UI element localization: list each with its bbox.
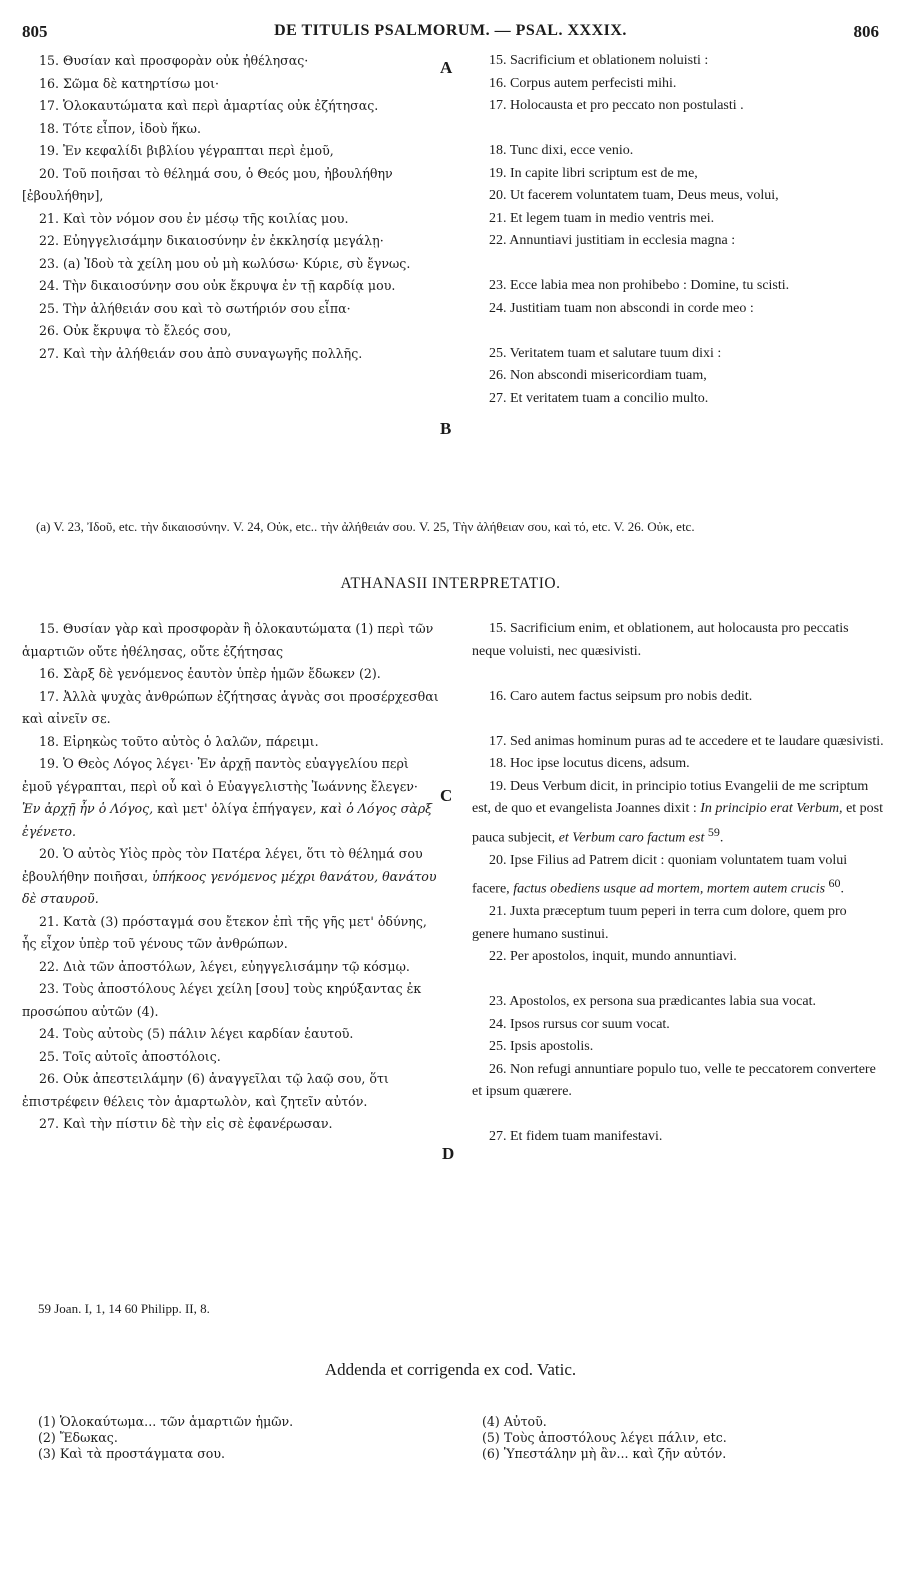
- verse-latin-23: 23. Ecce labia mea non prohibebo : Domine, tu scisti.: [489, 278, 790, 293]
- quote-latin-20: factus obediens usque ad mortem, mortem autem crucis: [513, 881, 826, 897]
- addenda-item-1: (1) Ὁλοκαύτωμα... τῶν ἁμαρτιῶν ἡμῶν.: [38, 1414, 294, 1429]
- quote-latin-19b: et Verbum caro factum est: [558, 830, 705, 846]
- interp-greek-15: 15. Θυσίαν γὰρ καὶ προσφορὰν ἢ ὁλοκαυτώματα (1) περὶ τῶν ἁμαρτιῶν οὔτε ἠθέλησας, οὔτε ἐζήτησας: [22, 621, 434, 659]
- addenda-item-3: (3) Καὶ τὰ προστάγματα σου.: [38, 1446, 226, 1461]
- verse-latin-22: 22. Annuntiavi justitiam in ecclesia magna :: [489, 233, 736, 248]
- interp-latin-25: 25. Ipsis apostolis.: [489, 1039, 594, 1055]
- interp-latin-19: 19. Deus Verbum dicit, in principio totius Evangelii de me scriptum est, de quo et evangelista Joannes dixit : In principio erat Verbum, et post pauca subjecit, et Verbum caro factum est $^{59}$.: [472, 778, 884, 846]
- interp-greek-24: 24. Τοὺς αὐτοὺς (5) πάλιν λέγει καρδίαν ἑαυτοῦ.: [39, 1026, 354, 1041]
- interp-latin-22: 22. Per apostolos, inquit, mundo annuntiavi.: [489, 949, 737, 965]
- interp-greek-22: 22. Διὰ τῶν ἀποστόλων, λέγει, εὐηγγελισάμην τῷ κόσμῳ.: [39, 958, 410, 974]
- verse-latin-26: 26. Non abscondi misericordiam tuam,: [489, 368, 707, 383]
- verse-latin-17: 17. Holocausta et pro peccato non postulasti .: [489, 98, 744, 113]
- verse-latin-21: 21. Et legem tuam in medio ventris mei.: [489, 210, 715, 226]
- psalm-greek-column: [22, 50, 440, 365]
- verse-latin-24: 24. Justitiam tuam non abscondi in corde meo :: [489, 300, 754, 316]
- interp-greek-19: [22, 753, 440, 843]
- verse-latin-15: 15. Sacrificium et oblationem noluisti :: [489, 53, 709, 68]
- interp-greek-19-text: 19. Ὁ Θεὸς Λόγος λέγει· Ἐν ἀρχῇ παντὸς εὐαγγελίου περὶ ἐμοῦ γέγραπται, περὶ οὗ καὶ ὁ Εὐαγγελιστὴς Ἰωάννης ἔλεγεν·: [22, 756, 418, 794]
- verse-latin-19: 19. In capite libri scriptum est de me,: [489, 165, 698, 181]
- verse-greek-21: 21. Καὶ τὸν νόμον σου ἐν μέσῳ τῆς κοιλίας μου.: [39, 210, 349, 226]
- interp-latin-27: 27. Et fidem tuam manifestavi.: [489, 1129, 663, 1145]
- verse-greek-15: 15. Θυσίαν καὶ προσφορὰν οὐκ ἠθέλησας·: [39, 53, 309, 68]
- interp-latin-15: 15. Sacrificium enim, et oblationem, aut holocausta pro peccatis neque voluisti, nec quæsivisti.: [472, 621, 849, 659]
- addenda-item-2: (2) Ἔδωκας.: [38, 1430, 118, 1445]
- interp-latin-20-text: 20. Ipse Filius ad Patrem dicit : quoniam voluntatem tuam volui facere,: [472, 852, 848, 897]
- interp-greek-26: 26. Οὐκ ἀπεστειλάμην (6) ἀναγγεῖλαι τῷ λαῷ σου, ὅτι ἐπιστρέφειν θέλεις τὸν ἁμαρτωλὸν, καὶ ζητεῖν αὐτόν.: [22, 1071, 389, 1109]
- verse-latin-16: 16. Corpus autem perfecisti mihi.: [489, 75, 677, 91]
- verse-latin-20: 20. Ut facerem voluntatem tuam, Deus meus, volui,: [489, 188, 779, 203]
- quote-greek-19b: καὶ ὁ Λόγος σὰρξ ἐγένετο.: [22, 801, 433, 839]
- interpretatio-latin-column: [472, 618, 884, 1149]
- verse-latin-25: 25. Veritatem tuam et salutare tuum dixi :: [489, 345, 722, 361]
- footnotes: 59 Joan. I, 1, 14 60 Philipp. II, 8.: [38, 1301, 210, 1316]
- interp-greek-19-mid: καὶ μετ' ὀλίγα ἐπήγαγεν,: [157, 801, 317, 816]
- quote-greek-20: ὑπήκοος γενόμενος μέχρι θανάτου, θανάτου δὲ σταυροῦ.: [22, 868, 437, 906]
- variant-note: (a) V. 23, Ἰδοῦ, etc. τὴν δικαιοσύνην. V. 24, Οὐκ, etc.. τὴν ἀλήθειάν σου. V. 25, Τὴν ἀλήθειαν σου, καὶ τό, etc. V. 26. Οὐκ, etc.: [36, 519, 695, 534]
- interp-greek-27: 27. Καὶ τὴν πίστιν δὲ τὴν εἰς σὲ ἐφανέρωσαν.: [39, 1116, 333, 1131]
- interp-greek-21: 21. Κατὰ (3) πρόσταγμά σου ἔτεκον ἐπὶ τῆς γῆς μετ' ὀδύνης, ἧς εἶχον ὑπὲρ τοῦ γένους τῶν ἀνθρώπων.: [22, 913, 427, 951]
- margin-marker-b: B: [440, 419, 452, 438]
- interpretatio-greek-column: [22, 618, 440, 1136]
- interp-latin-21: 21. Juxta præceptum tuum peperi in terra cum dolore, quem pro genere humano sustinui.: [472, 904, 847, 942]
- verse-latin-18: 18. Tunc dixi, ecce venio.: [489, 143, 634, 158]
- verse-latin-27: 27. Et veritatem tuam a concilio multo.: [489, 390, 709, 406]
- interp-latin-19-text: 19. Deus Verbum dicit, in principio totius Evangelii de me scriptum est, de quo et evangelista Joannes dixit :: [472, 778, 869, 816]
- interp-greek-16: 16. Σὰρξ δὲ γενόμενος ἑαυτὸν ὑπὲρ ἡμῶν ἔδωκεν (2).: [39, 666, 381, 681]
- interp-greek-25: 25. Τοῖς αὐτοῖς ἀποστόλοις.: [39, 1048, 221, 1064]
- verse-greek-19: 19. Ἐν κεφαλίδι βιβλίου γέγραπται περὶ ἐμοῦ,: [39, 143, 334, 158]
- verse-greek-16: 16. Σῶμα δὲ κατηρτίσω μοι·: [39, 75, 220, 91]
- margin-marker-c: C: [440, 786, 453, 805]
- addenda-item-5: (5) Τοὺς ἀποστόλους λέγει πάλιν, etc.: [482, 1430, 727, 1445]
- interp-latin-18: 18. Hoc ipse locutus dicens, adsum.: [489, 756, 690, 771]
- psalm-latin-column: [472, 50, 884, 410]
- verse-greek-18: 18. Τότε εἶπον, ἰδοὺ ἥκω.: [39, 120, 201, 136]
- addenda-left: [38, 1414, 438, 1462]
- margin-marker-d: D: [442, 1144, 455, 1163]
- section-title: ATHANASII INTERPRETATIO.: [340, 575, 561, 592]
- interp-latin-23: 23. Apostolos, ex persona sua prædicantes labia sua vocat.: [489, 994, 816, 1010]
- verse-greek-22: 22. Εὐηγγελισάμην δικαιοσύνην ἐν ἐκκλησίᾳ μεγάλῃ·: [39, 233, 384, 248]
- running-title: DE TITULIS PSALMORUM. — PSAL. XXXIX.: [274, 22, 627, 39]
- interp-greek-18: 18. Εἰρηκὼς τοῦτο αὐτὸς ὁ λαλῶν, πάρειμι.: [39, 733, 319, 749]
- verse-greek-17: 17. Ὁλοκαυτώματα καὶ περὶ ἁμαρτίας οὐκ ἐζήτησας.: [39, 98, 379, 113]
- addenda-item-6: (6) Ὑπεστάλην μὴ ἂν... καὶ ζῆν αὐτόν.: [482, 1446, 727, 1461]
- footnote-ref-60: 60: [828, 876, 841, 891]
- verse-greek-25: 25. Τὴν ἀλήθειάν σου καὶ τὸ σωτήριόν σου εἶπα·: [39, 300, 351, 316]
- page-number-right: 806: [853, 22, 879, 41]
- interp-greek-23: 23. Τοὺς ἀποστόλους λέγει χείλη [σου] τοὺς κηρύξαντας ἐκ προσώπου αὐτῶν (4).: [22, 981, 422, 1019]
- interp-latin-19-mid: et post pauca subjecit,: [472, 801, 884, 846]
- verse-greek-20: 20. Τοῦ ποιῆσαι τὸ θέλημά σου, ὁ Θεός μου, ἠβουλήθην [ἐβουλήθην],: [22, 165, 393, 203]
- verse-greek-26: 26. Οὐκ ἔκρυψα τὸ ἔλεός σου,: [39, 323, 232, 338]
- interp-greek-17: 17. Ἀλλὰ ψυχὰς ἀνθρώπων ἐζήτησας ἁγνὰς σοι προσέρχεσθαι καὶ αἰνεῖν σε.: [22, 688, 439, 726]
- interp-latin-20: 20. Ipse Filius ad Patrem dicit : quoniam voluntatem tuam volui facere, factus obediens usque ad mortem, mortem autem crucis $^{60}$.: [472, 852, 848, 897]
- quote-latin-19a: In principio erat Verbum,: [700, 801, 843, 816]
- page-header: [0, 22, 901, 44]
- interp-latin-26: 26. Non refugi annuntiare populo tuo, velle te peccatorem convertere et ipsum quærere.: [472, 1061, 876, 1100]
- addenda-title: Addenda et corrigenda ex cod. Vatic.: [324, 1360, 577, 1379]
- verse-greek-23: 23. (a) Ἰδοὺ τὰ χείλη μου οὐ μὴ κωλύσω· Κύριε, σὺ ἔγνως.: [39, 255, 411, 271]
- interp-greek-20: [22, 843, 440, 911]
- verse-greek-24: 24. Τὴν δικαιοσύνην σου οὐκ ἔκρυψα ἐν τῇ καρδίᾳ μου.: [39, 278, 396, 293]
- footnote-ref-59: 59: [707, 824, 720, 839]
- verse-greek-27: 27. Καὶ τὴν ἀλήθειάν σου ἀπὸ συναγωγῆς πολλῆς.: [39, 345, 363, 361]
- interp-greek-20-text: 20. Ὁ αὐτὸς Υἱὸς πρὸς τὸν Πατέρα λέγει, ὅτι τὸ θέλημά σου ἐβουλήθην ποιῆσαι,: [22, 846, 423, 884]
- addenda-right: [482, 1414, 862, 1462]
- addenda-item-4: (4) Αὐτοῦ.: [482, 1414, 547, 1429]
- interp-latin-24: 24. Ipsos rursus cor suum vocat.: [489, 1016, 670, 1032]
- margin-marker-a: A: [440, 58, 453, 77]
- interp-latin-17: 17. Sed animas hominum puras ad te accedere et te laudare quæsivisti.: [489, 733, 884, 749]
- page-number-left: 805: [22, 22, 48, 41]
- quote-greek-19a: Ἐν ἀρχῇ ἦν ὁ Λόγος,: [22, 801, 154, 816]
- interp-latin-16: 16. Caro autem factus seipsum pro nobis dedit.: [489, 688, 753, 704]
